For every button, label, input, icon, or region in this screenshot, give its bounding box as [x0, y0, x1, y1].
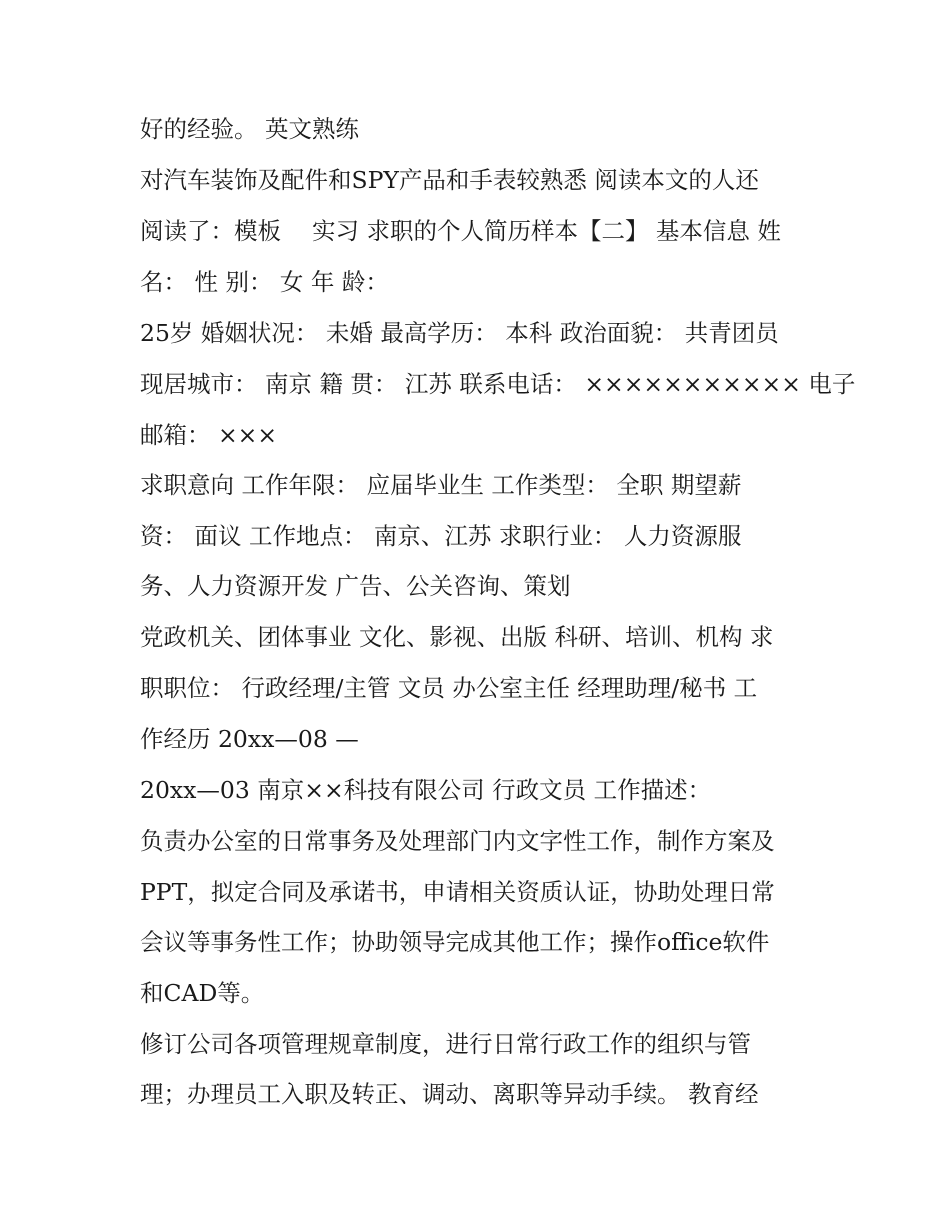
text-line: 职职位： 行政经理/主管 文员 办公室主任 经理助理/秘书 工 [140, 674, 758, 702]
text-line: 邮箱： ××× [140, 421, 278, 449]
text-line: 阅读了：模板 实习 求职的个人简历样本【二】 基本信息 姓 [140, 217, 781, 245]
text-line: 修订公司各项管理规章制度，进行日常行政工作的组织与管 [140, 1030, 751, 1058]
text-line: 20xx—03 南京××科技有限公司 行政文员 工作描述： [140, 776, 712, 804]
text-line: 好的经验。 英文熟练 [140, 115, 359, 143]
text-line: 党政机关、团体事业 文化、影视、出版 科研、培训、机构 求 [140, 623, 774, 651]
text-line: 对汽车装饰及配件和SPY产品和手表较熟悉 阅读本文的人还 [140, 166, 759, 194]
text-line: 求职意向 工作年限： 应届毕业生 工作类型： 全职 期望薪 [140, 471, 742, 499]
text-line: 作经历 20xx—08 — [140, 725, 359, 753]
text-line: 现居城市： 南京 籍 贯： 江苏 联系电话： ××××××××××× 电子 [140, 370, 856, 398]
text-line: 25岁 婚姻状况： 未婚 最高学历： 本科 政治面貌： 共青团员 [140, 319, 779, 347]
text-line: 资： 面议 工作地点： 南京、江苏 求职行业： 人力资源服 [140, 522, 742, 550]
text-line: 负责办公室的日常事务及处理部门内文字性工作，制作方案及 [140, 827, 775, 855]
text-line: PPT，拟定合同及承诺书，申请相关资质认证，协助处理日常 [140, 878, 775, 906]
text-line: 名： 性 别： 女 年 龄： [140, 268, 389, 296]
text-line: 会议等事务性工作；协助领导完成其他工作；操作office软件 [140, 928, 770, 956]
text-line: 和CAD等。 [140, 979, 265, 1007]
text-line: 理；办理员工入职及转正、调动、离职等异动手续。 教育经 [140, 1080, 759, 1108]
text-line: 务、人力资源开发 广告、公关咨询、策划 [140, 572, 571, 600]
